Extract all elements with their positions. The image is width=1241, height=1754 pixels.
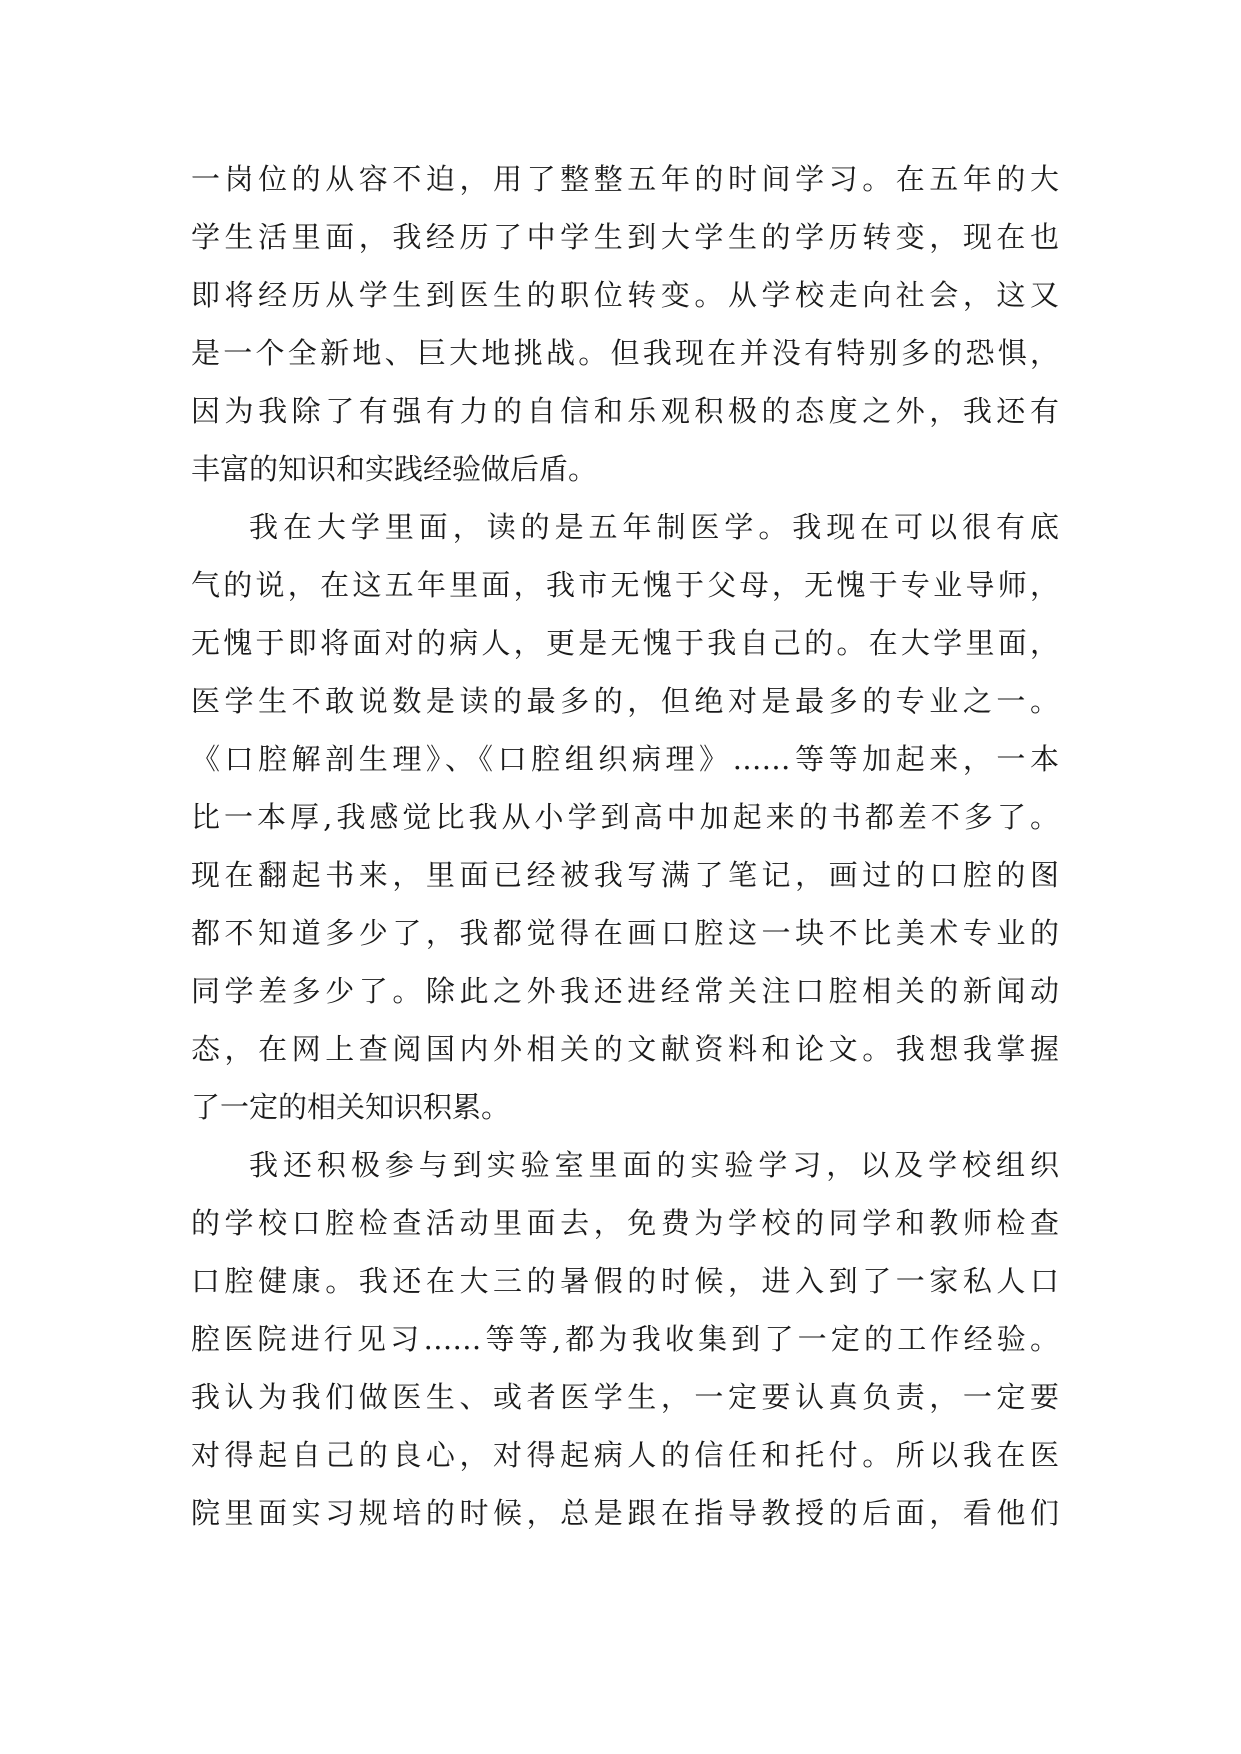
paragraph-first-line: 我还积极参与到实验室里面的实验学习，以及学校组织 (249, 1148, 1059, 1182)
text-line: 是一个全新地、巨大地挑战。但我现在并没有特别多的恐惧， (191, 336, 1059, 370)
text-line: 现在翻起书来，里面已经被我写满了笔记，画过的口腔的图 (191, 858, 1059, 892)
paragraph-first-line: 我在大学里面，读的是五年制医学。我现在可以很有底 (249, 510, 1059, 544)
text-line: 《口腔解剖生理》、《口腔组织病理》……等等加起来，一本 (191, 742, 1059, 776)
text-line: 无愧于即将面对的病人，更是无愧于我自己的。在大学里面， (191, 626, 1059, 660)
text-line: 学生活里面，我经历了中学生到大学生的学历转变，现在也 (191, 220, 1059, 254)
text-line: 口腔健康。我还在大三的暑假的时候，进入到了一家私人口 (191, 1264, 1059, 1298)
text-line: 一岗位的从容不迫，用了整整五年的时间学习。在五年的大 (191, 162, 1059, 196)
text-line: 态，在网上查阅国内外相关的文献资料和论文。我想我掌握 (191, 1032, 1059, 1066)
text-line: 医学生不敢说数是读的最多的，但绝对是最多的专业之一。 (191, 684, 1059, 718)
paragraph-end-line: 丰富的知识和实践经验做后盾。 (191, 452, 598, 486)
text-line: 的学校口腔检查活动里面去，免费为学校的同学和教师检查 (191, 1206, 1059, 1240)
paragraph-end-line: 了一定的相关知识积累。 (191, 1090, 511, 1124)
text-line: 我认为我们做医生、或者医学生，一定要认真负责，一定要 (191, 1380, 1059, 1414)
text-line: 即将经历从学生到医生的职位转变。从学校走向社会，这又 (191, 278, 1059, 312)
text-line: 腔医院进行见习……等等,都为我收集到了一定的工作经验。 (191, 1322, 1059, 1356)
text-line: 同学差多少了。除此之外我还进经常关注口腔相关的新闻动 (191, 974, 1059, 1008)
text-line: 对得起自己的良心，对得起病人的信任和托付。所以我在医 (191, 1438, 1059, 1472)
text-line: 比一本厚,我感觉比我从小学到高中加起来的书都差不多了。 (191, 800, 1059, 834)
text-line: 气的说，在这五年里面，我市无愧于父母，无愧于专业导师， (191, 568, 1059, 602)
text-line: 因为我除了有强有力的自信和乐观积极的态度之外，我还有 (191, 394, 1059, 428)
text-line: 都不知道多少了，我都觉得在画口腔这一块不比美术专业的 (191, 916, 1059, 950)
text-line: 院里面实习规培的时候，总是跟在指导教授的后面，看他们 (191, 1496, 1059, 1530)
body-text (191, 150, 1059, 1542)
